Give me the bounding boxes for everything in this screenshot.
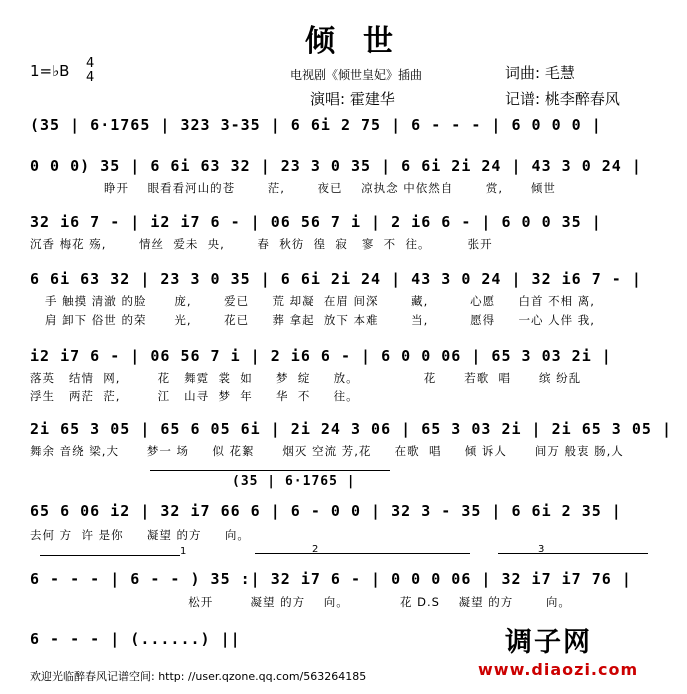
lyric-line: 落英 结情 网, 花 舞霓 裳 如 梦 绽 放。 花 若歌 唱 缤 纷乱 <box>30 371 582 385</box>
lyric-line: 睁开 眼看看河山的苍 茫, 夜已 凉执念 中依然自 赏, 倾世 <box>104 181 556 195</box>
lyric-line: 沉香 梅花 殇, 情丝 爱未 央, 春 秋彷 徨 寂 寥 不 往。 张开 <box>30 237 493 251</box>
ending-bracket-label: 3 <box>538 544 545 555</box>
watermark-url: www.diaozi.com <box>478 660 639 679</box>
watermark-brand: 调子网 <box>505 627 592 658</box>
insert-phrase: (35 | 6·1765 | <box>232 474 356 489</box>
ending-bracket-label: 1 <box>180 546 187 557</box>
time-signature-bottom: 4 <box>86 70 95 85</box>
notation-row: i2 i7 6 - | 06 56 7 i | 2 i6 6 - | 6 0 0 06 | 65 3 03 2i | <box>30 347 612 365</box>
notation-row: 6 - - - | 6 - - ) 35 :| 32 i7 6 - | 0 0 0 06 | 32 i7 i7 76 | <box>30 570 632 588</box>
notation-row: 0 0 0) 35 | 6 6i 63 32 | 23 3 0 35 | 6 6i 2i 24 | 43 3 0 24 | <box>30 157 642 175</box>
notation-row: 32 i6 7 - | i2 i7 6 - | 06 56 7 i | 2 i6 6 - | 6 0 0 35 | <box>30 213 602 231</box>
lyric-line: 肩 卸下 俗世 的荣 光, 花已 葬 拿起 放下 本难 当, 愿得 一心 人伴 我, <box>45 313 595 327</box>
notation-row: 2i 65 3 05 | 65 6 05 6i | 2i 24 3 06 | 65 3 03 2i | 2i 65 3 05 | <box>30 420 672 438</box>
lyric-line: 手 触摸 清澈 的脸 庞, 爱已 荒 却凝 在眉 间深 藏, 心愿 白首 不相 离, <box>45 294 595 308</box>
lyricist-composer: 词曲: 毛慧 <box>505 64 575 82</box>
time-signature-top: 4 <box>86 56 95 71</box>
song-title: 倾世 <box>305 24 421 59</box>
notation-row: 65 6 06 i2 | 32 i7 66 6 | 6 - 0 0 | 32 3 - 35 | 6 6i 2 35 | <box>30 502 622 520</box>
key-signature: 1=♭B <box>30 62 70 80</box>
ending-bracket-label: 2 <box>312 544 319 555</box>
notation-row: 6 6i 63 32 | 23 3 0 35 | 6 6i 2i 24 | 43 3 0 24 | 32 i6 7 - | <box>30 270 642 288</box>
lyric-line: 浮生 两茫 茫, 江 山寻 梦 年 华 不 往。 <box>30 389 359 403</box>
lyric-line: 松开 凝望 的方 向。 花 D.S 凝望 的方 向。 <box>30 595 571 609</box>
singer: 演唱: 霍建华 <box>310 90 395 108</box>
notation-row: (35 | 6·1765 | 323 3-35 | 6 6i 2 75 | 6 - - - | 6 0 0 0 | <box>30 116 602 134</box>
notation-row: 6 - - - | (......) || <box>30 630 241 648</box>
transcriber: 记谱: 桃李醉春风 <box>505 90 620 108</box>
song-source: 电视剧《倾世皇妃》插曲 <box>290 68 423 82</box>
lyric-line: 去何 方 许 是你 凝望 的方 向。 <box>30 528 250 542</box>
footer-text: 欢迎光临醉春风记谱空间: http: //user.qzone.qq.com/563264185 <box>30 670 367 683</box>
lyric-line: 舞余 音绕 梁,大 梦一 场 似 花絮 烟灭 空流 芳,花 在歌 唱 倾 诉人 间万 般衷 肠,人 <box>30 444 624 458</box>
